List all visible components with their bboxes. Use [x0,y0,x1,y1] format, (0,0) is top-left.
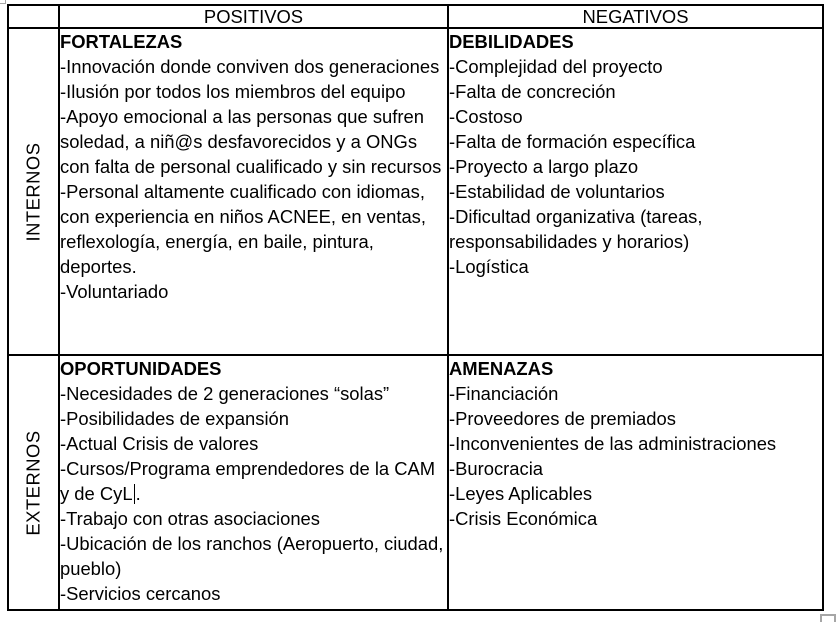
list-item[interactable]: -Personal altamente cualificado con idiomas, con experiencia en niños ACNEE, en ventas, reflexología, energía, en baile, pintura, deportes. [60,181,426,277]
cell-amenazas[interactable] [448,355,823,610]
list-item[interactable]: -Actual Crisis de valores [60,433,259,454]
row-header-internos-label: INTERNOS [22,141,44,242]
list-item[interactable]: -Logística [449,256,529,277]
table-move-handle[interactable] [0,0,6,4]
list-item[interactable]: -Costoso [449,106,523,127]
list-item[interactable]: -Crisis Económica [449,508,598,529]
list-item[interactable]: -Complejidad del proyecto [449,56,663,77]
list-item[interactable]: -Ubicación de los ranchos (Aeropuerto, ciudad, pueblo) [60,533,444,579]
cell-debilidades[interactable] [448,28,823,355]
row-header-internos[interactable] [8,28,59,355]
list-item[interactable]: -Falta de concreción [449,81,616,102]
cell-title-oportunidades[interactable]: OPORTUNIDADES [60,358,222,379]
column-header-positivos[interactable]: POSITIVOS [59,5,448,28]
row-header-wrap [9,29,58,354]
swot-table [7,4,824,611]
list-item[interactable]: -Proyecto a largo plazo [449,156,639,177]
table-resize-handle[interactable] [820,614,836,622]
row-header-externos[interactable] [8,355,59,610]
list-item[interactable]: -Proveedores de premiados [449,408,676,429]
cell-title-fortalezas[interactable]: FORTALEZAS [60,31,183,52]
column-header-negativos[interactable]: NEGATIVOS [448,5,823,28]
cell-items-amenazas [449,381,822,531]
cell-items-oportunidades [60,381,447,606]
cell-items-debilidades [449,54,822,279]
corner-cell[interactable] [8,5,59,28]
cell-title-debilidades[interactable]: DEBILIDADES [449,31,574,52]
list-item[interactable]: -Inconvenientes de las administraciones [449,433,777,454]
cell-oportunidades[interactable] [59,355,448,610]
list-item[interactable]: -Innovación donde conviven dos generaciones [60,56,440,77]
list-item[interactable]: -Estabilidad de voluntarios [449,181,665,202]
list-item[interactable]: -Falta de formación específica [449,131,696,152]
list-item[interactable]: -Leyes Aplicables [449,483,593,504]
list-item[interactable]: -Dificultad organizativa (tareas, responsabilidades y horarios) [449,206,703,252]
row-header-wrap [9,356,58,609]
list-item[interactable]: -Trabajo con otras asociaciones [60,508,320,529]
list-item[interactable]: -Ilusión por todos los miembros del equipo [60,81,406,102]
list-item[interactable]: -Burocracia [449,458,544,479]
list-item[interactable]: -Posibilidades de expansión [60,408,290,429]
list-item[interactable]: -Voluntariado [60,281,169,302]
list-item[interactable]: -Cursos/Programa emprendedores de la CAM y de CyL . [60,458,436,504]
cell-title-amenazas[interactable]: AMENAZAS [449,358,554,379]
text-cursor [134,484,136,504]
row-header-externos-label: EXTERNOS [22,429,44,536]
list-item[interactable]: -Necesidades de 2 generaciones “solas” [60,383,390,404]
cell-fortalezas[interactable] [59,28,448,355]
list-item[interactable]: -Servicios cercanos [60,583,221,604]
list-item[interactable]: -Financiación [449,383,559,404]
cell-items-fortalezas [60,54,447,304]
list-item[interactable]: -Apoyo emocional a las personas que sufren soledad, a niñ@s desfavorecidos y a ONGs con falta de personal cualificado y sin recursos [60,106,442,177]
